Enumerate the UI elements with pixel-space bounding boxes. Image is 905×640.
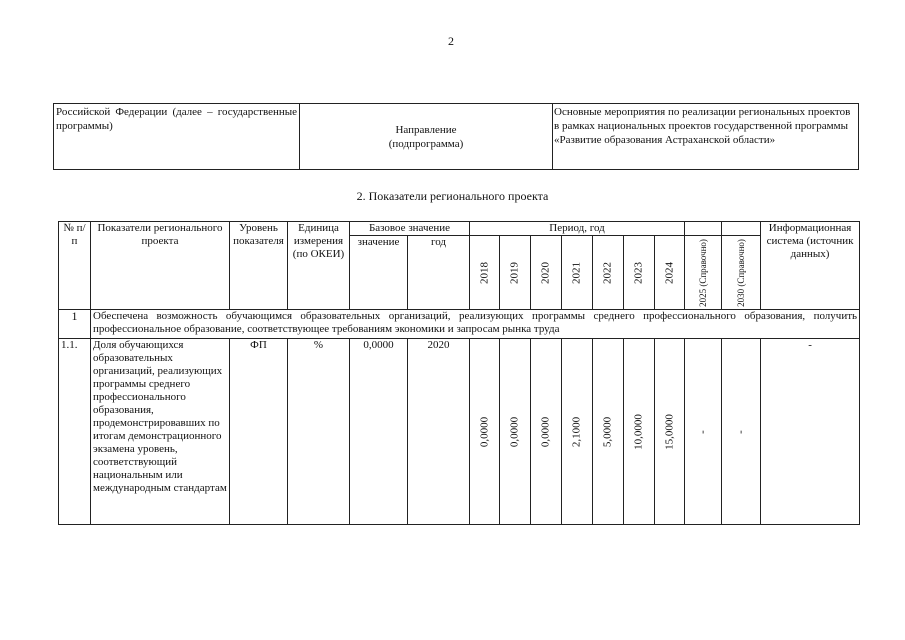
- row-num: 1.1.: [59, 339, 91, 525]
- row-value-2023: [624, 339, 655, 525]
- value-text: 10,0000: [632, 413, 645, 450]
- year-label: 2022: [601, 261, 614, 284]
- row-value-2022: [593, 339, 624, 525]
- row-value-2021: [562, 339, 593, 525]
- value-text: 15,0000: [663, 413, 676, 450]
- row-value-2030: [722, 339, 761, 525]
- row-value-2024: [655, 339, 685, 525]
- header-year-2024: [655, 236, 685, 310]
- header-year-2023: [624, 236, 655, 310]
- year-label: 2030 (Справочно): [736, 238, 747, 307]
- indicators-table: [58, 221, 860, 525]
- year-label: 2019: [508, 261, 521, 284]
- year-label: 2023: [632, 261, 645, 284]
- goal-num: 1: [59, 310, 91, 339]
- header-middle-line1: Направление: [395, 123, 457, 136]
- row-indicator: Доля обучающихся образовательных организаций, реализующих программы среднего профессионального образования, продемонстрировавших по итогам демонстрационного экзамена уровень, соответствующий национальным или международным стандартам: [91, 339, 230, 525]
- goal-text: Обеспечена возможность обучающимся образовательных организаций, реализующих программы среднего профессионального образования, получить профессиональное образование, соответствующее требованиям экономики и запросам рынка труда: [91, 310, 860, 339]
- header-base: Базовое значение: [350, 222, 470, 236]
- header-indicator: Показатели регионального проекта: [91, 222, 230, 310]
- row-unit: %: [288, 339, 350, 525]
- header-num: № п/п: [59, 222, 91, 310]
- page-number: 2: [448, 34, 454, 48]
- year-label: 2018: [478, 261, 491, 284]
- header-middle-cell: [300, 104, 553, 169]
- header-unit: Единица измерения (по ОКЕИ): [288, 222, 350, 310]
- header-left-cell: Российской Федерации (далее – государственные программы): [54, 104, 300, 169]
- header-year-2020: [531, 236, 562, 310]
- row-value-2020: [531, 339, 562, 525]
- table-row: [59, 339, 860, 525]
- year-label: 2025 (Справочно): [698, 238, 709, 307]
- header-blank-2025: [685, 222, 722, 236]
- header-year-2025: [685, 236, 722, 310]
- year-label: 2020: [539, 261, 552, 284]
- header-year-2022: [593, 236, 624, 310]
- section-title: 2. Показатели регионального проекта: [356, 189, 549, 203]
- row-base-year: 2020: [408, 339, 470, 525]
- value-text: 0,0000: [508, 416, 521, 447]
- row-value-2025: [685, 339, 722, 525]
- header-year-2030: [722, 236, 761, 310]
- row-level: ФП: [230, 339, 288, 525]
- header-year-2021: [562, 236, 593, 310]
- value-text: -: [734, 429, 747, 434]
- row-value-2019: [500, 339, 531, 525]
- header-base-value: значение: [350, 236, 408, 310]
- value-text: 0,0000: [539, 416, 552, 447]
- row-info: -: [761, 339, 860, 525]
- header-year-2018: [470, 236, 500, 310]
- value-text: 0,0000: [478, 416, 491, 447]
- header-table: [53, 103, 859, 170]
- year-label: 2024: [663, 261, 676, 284]
- header-blank-2030: [722, 222, 761, 236]
- value-text: 2,1000: [570, 416, 583, 447]
- header-base-year: год: [408, 236, 470, 310]
- row-base-value: 0,0000: [350, 339, 408, 525]
- value-text: -: [696, 429, 709, 434]
- header-right-cell: Основные мероприятия по реализации региональных проектов в рамках национальных проектов государственной программы «Развитие образования Астраханской области»: [554, 106, 851, 146]
- header-middle-line2: (подпрограмма): [388, 137, 464, 150]
- year-label: 2021: [570, 261, 583, 284]
- header-level: Уровень показателя: [230, 222, 288, 310]
- row-value-2018: [470, 339, 500, 525]
- header-period: Период, год: [470, 222, 685, 236]
- header-year-2019: [500, 236, 531, 310]
- header-info: Информационная система (источник данных): [761, 222, 860, 310]
- value-text: 5,0000: [601, 416, 614, 447]
